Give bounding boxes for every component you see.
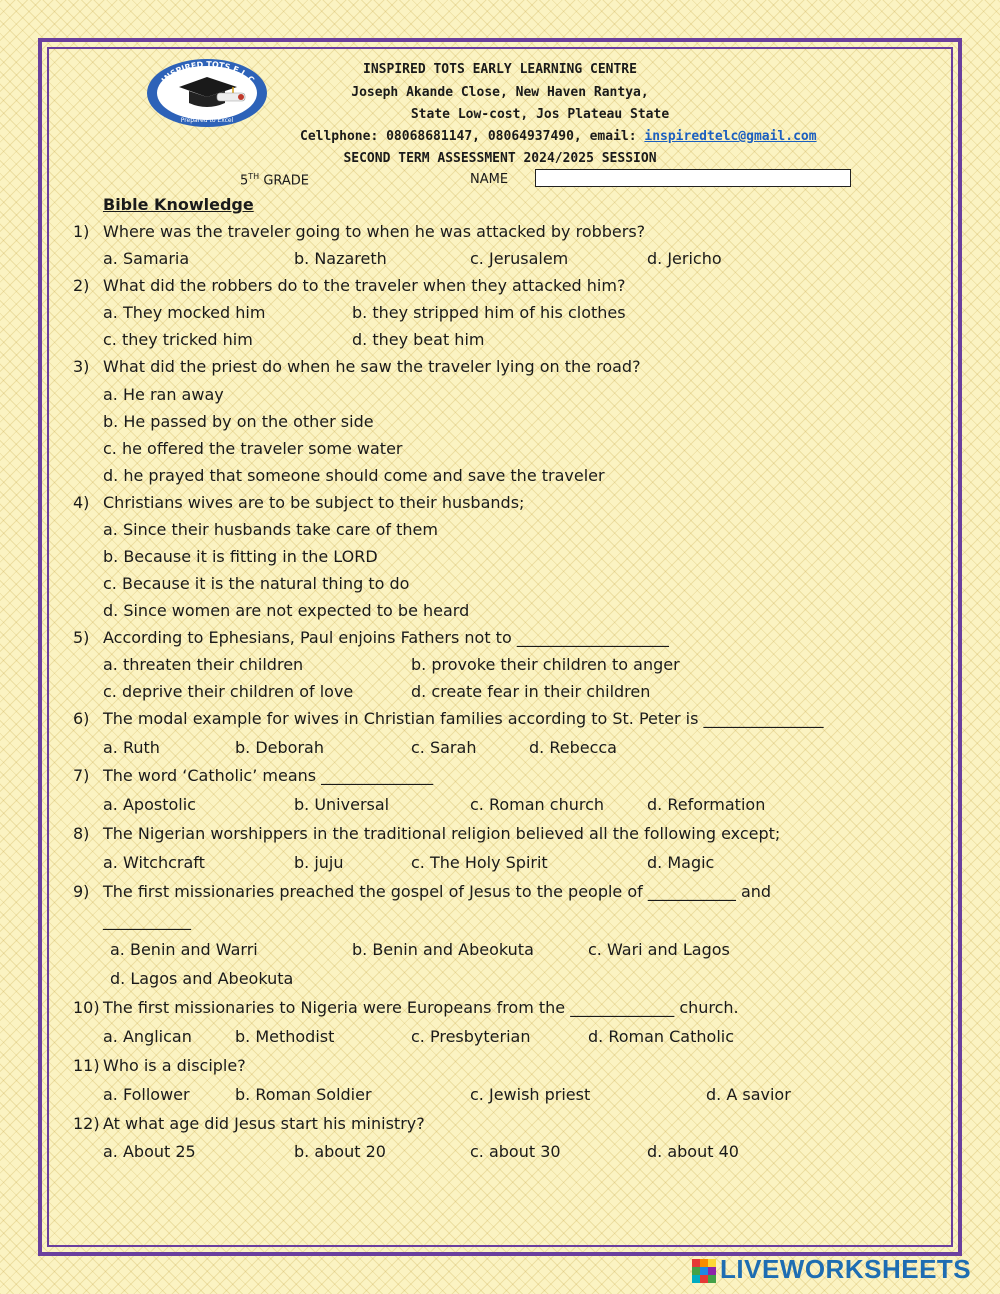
option[interactable]: d. he prayed that someone should come and save the traveler	[103, 466, 605, 485]
option[interactable]: d. Rebecca	[529, 738, 617, 757]
question-number: 8)	[73, 824, 90, 843]
option[interactable]: c. The Holy Spirit	[411, 853, 548, 872]
option[interactable]: d. about 40	[647, 1142, 739, 1161]
question-9: The first missionaries preached the gospel of Jesus to the people of ___________ and	[103, 882, 772, 901]
school-address-line-1: Joseph Akande Close, New Haven Rantya,	[351, 85, 649, 100]
question-3: What did the priest do when he saw the traveler lying on the road?	[103, 357, 641, 376]
option[interactable]: b. Because it is fitting in the LORD	[103, 547, 378, 566]
option[interactable]: a. They mocked him	[103, 303, 266, 322]
option[interactable]: c. Roman church	[470, 795, 605, 814]
question-10: The first missionaries to Nigeria were Europeans from the _____________ church.	[103, 998, 739, 1017]
question-number: 12)	[73, 1114, 100, 1133]
question-number: 5)	[73, 628, 90, 647]
question-number: 10)	[73, 998, 100, 1017]
option[interactable]: b. Deborah	[235, 738, 324, 757]
option[interactable]: b. they stripped him of his clothes	[352, 303, 626, 322]
liveworksheets-text: LIVEWORKSHEETS	[720, 1254, 972, 1284]
option[interactable]: b. Nazareth	[294, 249, 387, 268]
grade-suffix: TH	[248, 172, 260, 181]
option[interactable]: d. A savior	[706, 1085, 791, 1104]
option[interactable]: a. Samaria	[103, 249, 190, 268]
question-number: 9)	[73, 882, 90, 901]
question-number: 1)	[73, 222, 90, 241]
grade-word: GRADE	[259, 173, 310, 189]
grade-number: 5	[240, 173, 249, 189]
option[interactable]: a. Benin and Warri	[110, 940, 258, 959]
option[interactable]: d. Jericho	[647, 249, 722, 268]
contact-line	[300, 129, 820, 144]
option[interactable]: b. Benin and Abeokuta	[352, 940, 534, 959]
option[interactable]: d. Lagos and Abeokuta	[110, 969, 294, 988]
name-label: NAME	[470, 172, 509, 187]
question-2: What did the robbers do to the traveler when they attacked him?	[103, 276, 626, 295]
subject-title: Bible Knowledge	[103, 195, 254, 214]
question-number: 6)	[73, 709, 90, 728]
question-number: 7)	[73, 766, 90, 785]
option[interactable]: d. Magic	[647, 853, 715, 872]
question-number: 4)	[73, 493, 90, 512]
liveworksheets-logo-icon	[692, 1259, 716, 1283]
option[interactable]: b. Methodist	[235, 1027, 335, 1046]
question-4: Christians wives are to be subject to their husbands;	[103, 493, 525, 512]
option[interactable]: c. Sarah	[411, 738, 477, 757]
question-11: Who is a disciple?	[103, 1056, 246, 1075]
option[interactable]: d. Roman Catholic	[588, 1027, 734, 1046]
option[interactable]: a. Apostolic	[103, 795, 196, 814]
option[interactable]: a. Since their husbands take care of them	[103, 520, 438, 539]
question-6: The modal example for wives in Christian families according to St. Peter is _______________	[103, 709, 824, 728]
option[interactable]: c. Jewish priest	[470, 1085, 591, 1104]
option[interactable]: c. he offered the traveler some water	[103, 439, 403, 458]
option[interactable]: c. Because it is the natural thing to do	[103, 574, 410, 593]
option[interactable]: c. Wari and Lagos	[588, 940, 730, 959]
question-number: 3)	[73, 357, 90, 376]
option[interactable]: a. Follower	[103, 1085, 190, 1104]
option[interactable]: a. About 25	[103, 1142, 196, 1161]
option[interactable]: a. Ruth	[103, 738, 160, 757]
liveworksheets-brand	[688, 1254, 988, 1286]
option[interactable]: c. deprive their children of love	[103, 682, 354, 701]
option[interactable]: b. provoke their children to anger	[411, 655, 680, 674]
option[interactable]: b. juju	[294, 853, 344, 872]
question-1: Where was the traveler going to when he was attacked by robbers?	[103, 222, 646, 241]
option[interactable]: a. Anglican	[103, 1027, 192, 1046]
option[interactable]: b. Universal	[294, 795, 390, 814]
assessment-title: SECOND TERM ASSESSMENT 2024/2025 SESSION	[343, 151, 657, 166]
option[interactable]: d. create fear in their children	[411, 682, 651, 701]
question-7: The word ‘Catholic’ means ______________	[103, 766, 434, 785]
option[interactable]: c. Presbyterian	[411, 1027, 531, 1046]
question-12: At what age did Jesus start his ministry?	[103, 1114, 425, 1133]
question-number: 2)	[73, 276, 90, 295]
grade-label	[240, 172, 309, 188]
contact-phones: Cellphone: 08068681147, 08064937490, email:	[300, 129, 645, 144]
option[interactable]: a. He ran away	[103, 385, 224, 404]
option[interactable]: c. about 30	[470, 1142, 561, 1161]
option[interactable]: d. they beat him	[352, 330, 485, 349]
school-name: INSPIRED TOTS EARLY LEARNING CENTRE	[363, 62, 637, 77]
option[interactable]: a. threaten their children	[103, 655, 304, 674]
option[interactable]: b. Roman Soldier	[235, 1085, 372, 1104]
option[interactable]: a. Witchcraft	[103, 853, 205, 872]
name-input[interactable]	[535, 169, 851, 187]
question-9-continued: ___________	[103, 911, 191, 930]
option[interactable]: b. He passed by on the other side	[103, 412, 374, 431]
option[interactable]: c. Jerusalem	[470, 249, 569, 268]
question-5: According to Ephesians, Paul enjoins Fathers not to ___________________	[103, 628, 669, 647]
option[interactable]: d. Reformation	[647, 795, 766, 814]
svg-text:Prepared to Excel: Prepared to Excel	[180, 117, 234, 124]
question-number: 11)	[73, 1056, 100, 1075]
option[interactable]: b. about 20	[294, 1142, 386, 1161]
option[interactable]: c. they tricked him	[103, 330, 253, 349]
question-8: The Nigerian worshippers in the traditional religion believed all the following except;	[103, 824, 781, 843]
svg-text:INSPIRED TOTS E.L.C: INSPIRED TOTS E.L.C	[159, 59, 256, 85]
option[interactable]: d. Since women are not expected to be heard	[103, 601, 470, 620]
email-link[interactable]: inspiredtelc@gmail.com	[644, 129, 817, 144]
school-address-line-2: State Low-cost, Jos Plateau State	[410, 107, 670, 122]
